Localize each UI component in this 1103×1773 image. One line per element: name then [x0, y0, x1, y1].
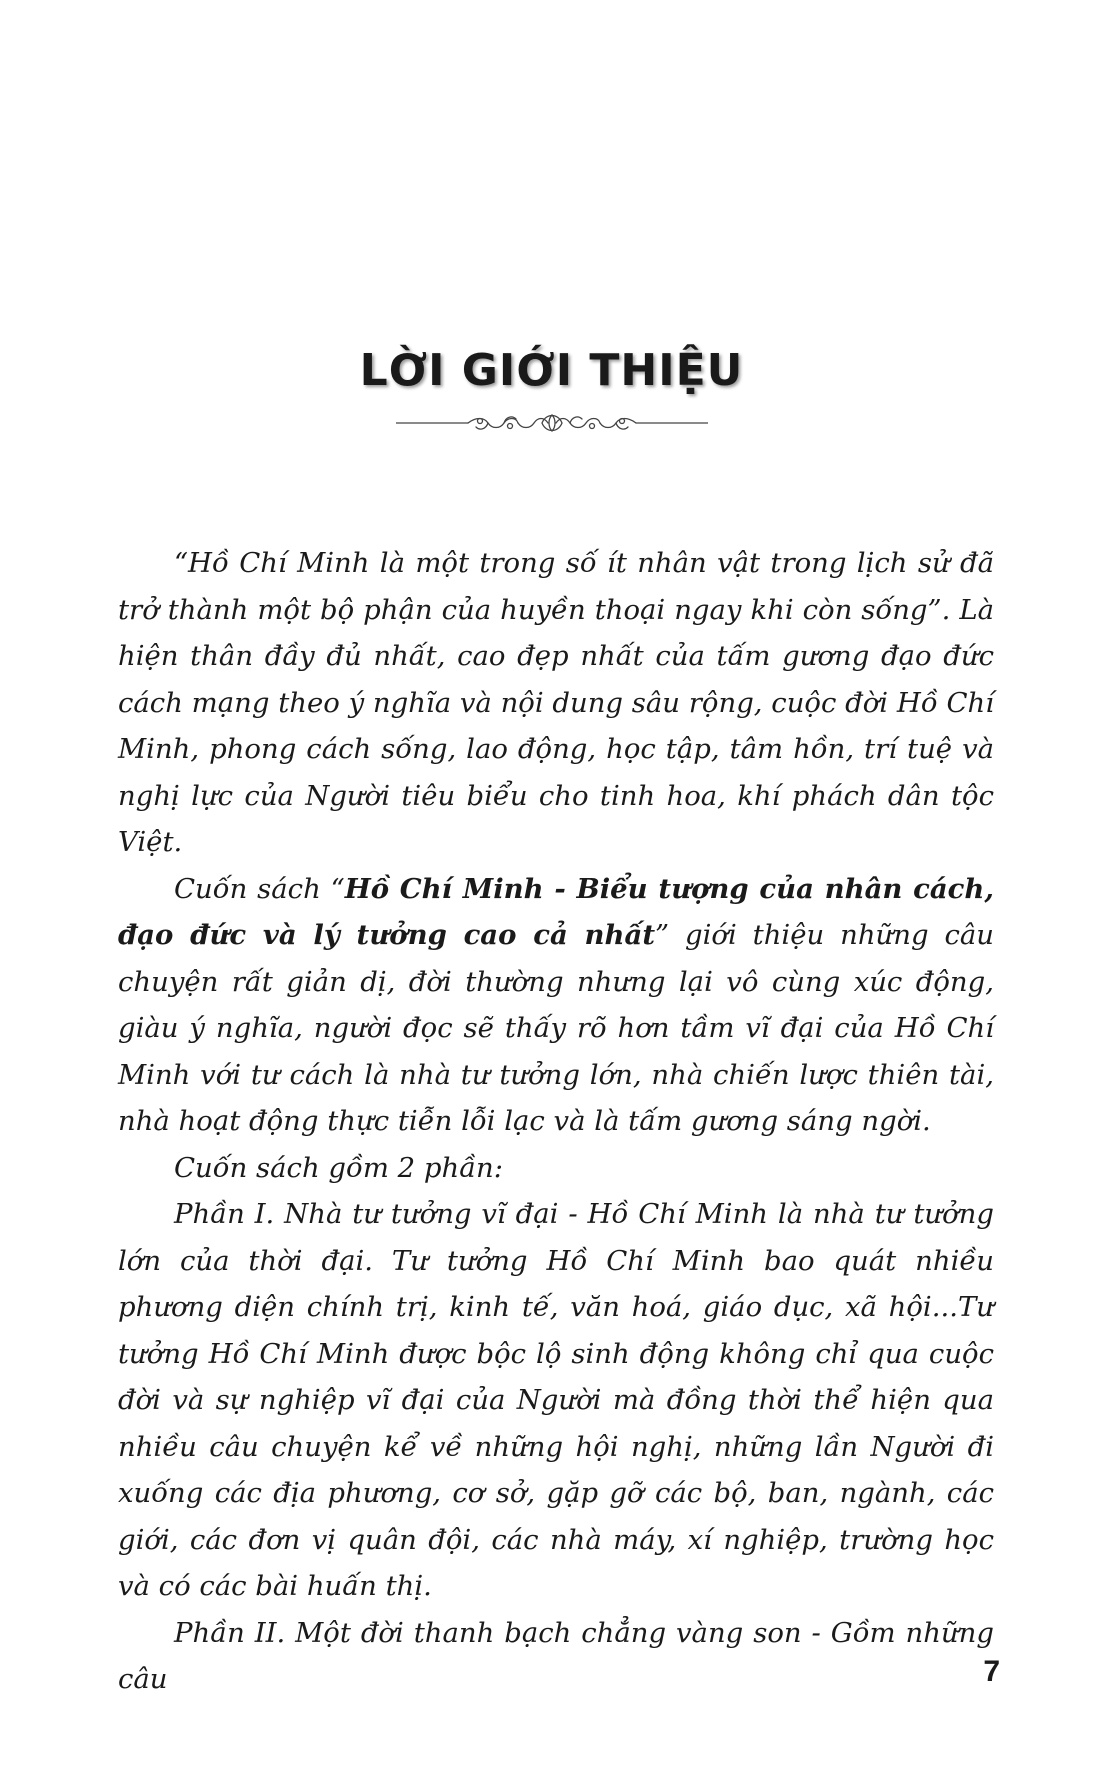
decorative-flourish-divider-icon: [396, 405, 708, 441]
paragraph-4: Phần I. Nhà tư tưởng vĩ đại - Hồ Chí Minh là nhà tư tưởng lớn của thời đại. Tư tưởng Hồ Chí Minh bao quát nhiều phương diện chính trị, kinh tế, văn hoá, giáo dục, xã hội...Tư tưởng Hồ Chí Minh được bộc lộ sinh động không chỉ qua cuộc đời và sự nghiệp vĩ đại của Người mà đồng thời thể hiện qua nhiều câu chuyện kể về những hội nghị, những lần Người đi xuống các địa phương, cơ sở, gặp gỡ các bộ, ban, ngành, các giới, các đơn vị quân đội, các nhà máy, xí nghiệp, trường học và có các bài huấn thị.: [118, 1198, 994, 1602]
paragraph-2-intro: Cuốn sách “: [174, 872, 345, 905]
introduction-body: [118, 540, 994, 1703]
paragraph-2-rest: ” giới thiệu những câu chuyện rất giản dị, đời thường nhưng lại vô cùng xúc động, giàu ý nghĩa, người đọc sẽ thấy rõ hơn tầm vĩ đại của Hồ Chí Minh với tư cách là nhà tư tưởng lớn, nhà chiến lược thiên tài, nhà hoạt động thực tiễn lỗi lạc và là tấm gương sáng ngời.: [118, 919, 994, 1137]
page-number: 7: [983, 1655, 1000, 1688]
paragraph-3: Cuốn sách gồm 2 phần:: [174, 1151, 504, 1184]
page-title: LỜI GIỚI THIỆU: [359, 345, 744, 396]
paragraph-1: “Hồ Chí Minh là một trong số ít nhân vật trong lịch sử đã trở thành một bộ phận của huyền thoại ngay khi còn sống”. Là hiện thân đầy đủ nhất, cao đẹp nhất của tấm gương đạo đức cách mạng theo ý nghĩa và nội dung sâu rộng, cuộc đời Hồ Chí Minh, phong cách sống, lao động, học tập, tâm hồn, trí tuệ và nghị lực của Người tiêu biểu cho tinh hoa, khí phách dân tộc Việt.: [118, 547, 994, 858]
paragraph-2: [118, 866, 994, 1145]
paragraph-5: Phần II. Một đời thanh bạch chẳng vàng son - Gồm những câu: [118, 1616, 994, 1695]
book-title-emphasis: Hồ Chí Minh - Biểu tượng của nhân cách, đạo đức và lý tưởng cao cả nhất: [118, 872, 994, 951]
